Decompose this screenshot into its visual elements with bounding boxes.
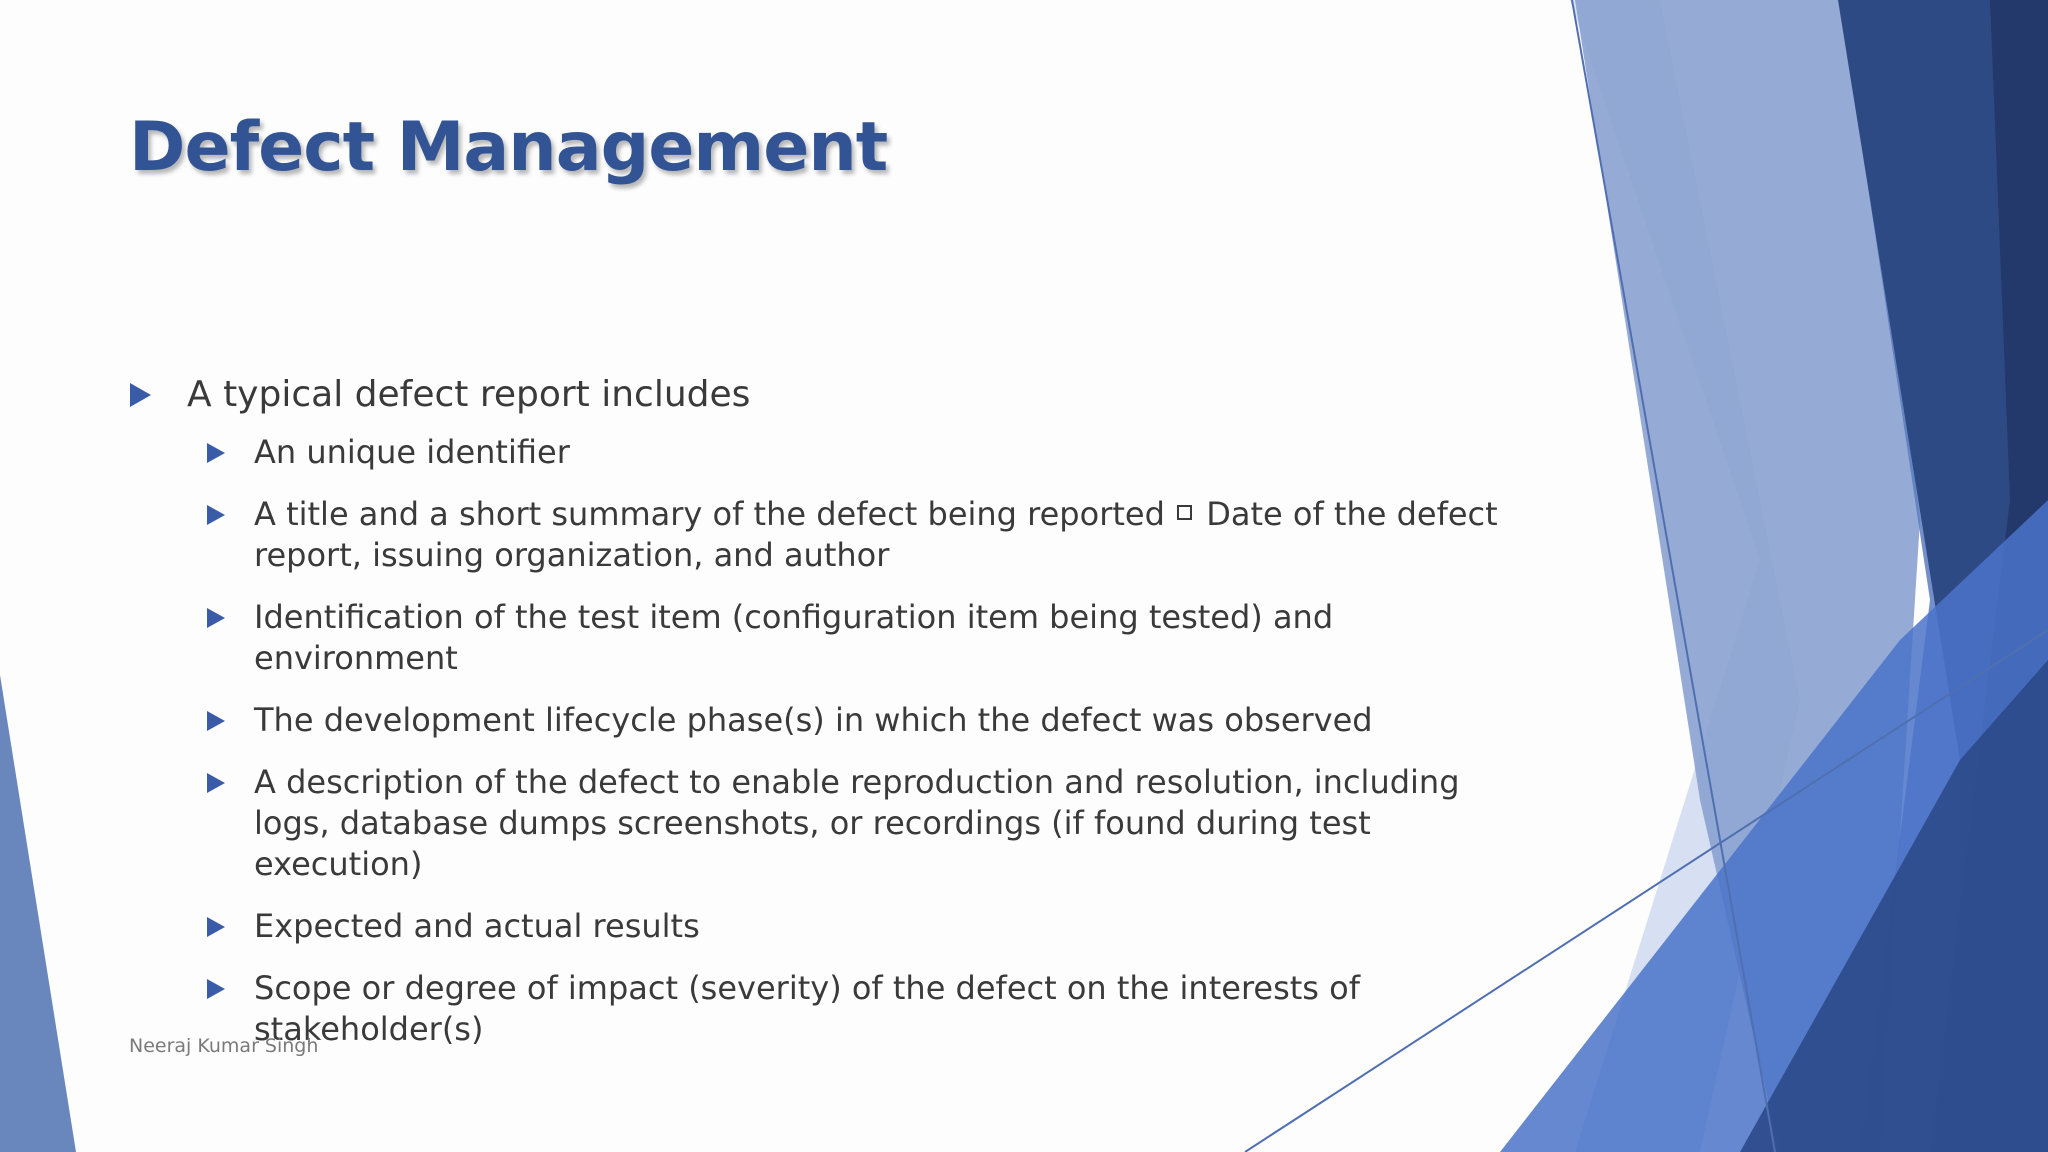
sub-bullet-text: The development lifecycle phase(s) in which the defect was observed xyxy=(254,701,1373,739)
triangle-bullet-icon xyxy=(207,917,225,937)
bullet-text: A typical defect report includes xyxy=(187,374,751,415)
triangle-bullet-icon xyxy=(207,773,225,793)
triangle-bullet-icon xyxy=(207,443,225,463)
sub-bullet-text: Expected and actual results xyxy=(254,907,700,945)
sub-bullet-item xyxy=(207,432,1534,473)
sub-bullet-list xyxy=(130,432,1530,1050)
sub-bullet-item xyxy=(207,762,1534,885)
triangle-bullet-icon xyxy=(130,383,151,407)
sub-bullet-item xyxy=(207,494,1534,576)
left-edge-shape xyxy=(0,675,76,1152)
sub-bullet-text: Date of the defect report, issuing organization, and author xyxy=(254,495,1498,574)
slide-footer: Neeraj Kumar Singh xyxy=(129,1035,319,1057)
triangle-bullet-icon xyxy=(207,608,225,628)
sub-bullet-text: Scope or degree of impact (severity) of the defect on the interests of stakeholder(s) xyxy=(254,969,1360,1048)
sub-bullet-text: A title and a short summary of the defect being reported xyxy=(254,495,1165,533)
sub-bullet-text: An unique identifier xyxy=(254,433,570,471)
sub-bullet-item xyxy=(207,968,1534,1050)
sub-bullet-text: A description of the defect to enable reproduction and resolution, including logs, database dumps screenshots, or recordings (if found during test execution) xyxy=(254,763,1460,883)
sub-bullet-item xyxy=(207,700,1534,741)
triangle-bullet-icon xyxy=(207,711,225,731)
sub-bullet-text: Identification of the test item (configuration item being tested) and environment xyxy=(254,598,1334,677)
sub-bullet-item xyxy=(207,906,1534,947)
triangle-bullet-icon xyxy=(207,505,225,525)
sub-bullet-item xyxy=(207,597,1534,679)
bullet-list xyxy=(130,370,1530,1071)
triangle-bullet-icon xyxy=(207,979,225,999)
bullet-item-main xyxy=(130,370,1530,420)
slide-title: Defect Management xyxy=(129,108,888,187)
square-glyph-icon xyxy=(1177,505,1192,520)
